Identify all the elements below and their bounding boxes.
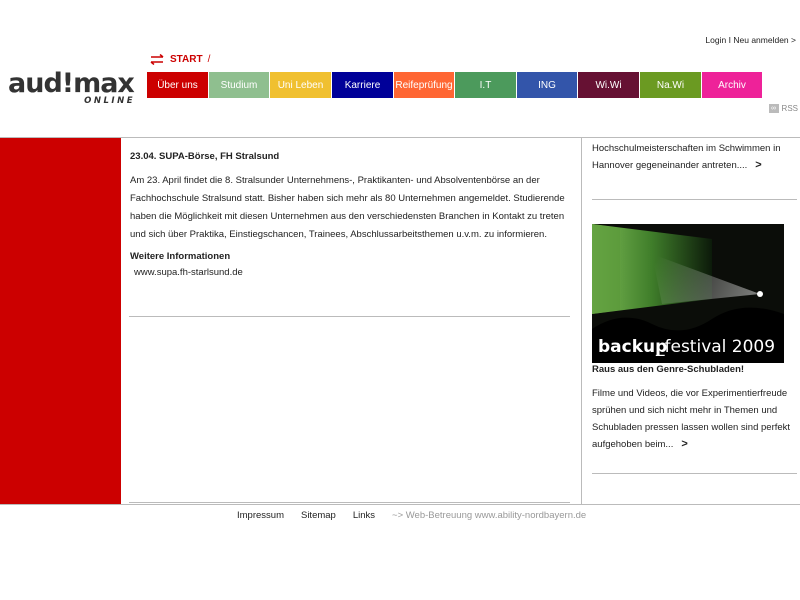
sidebar-text-body: Filme und Videos, die vor Experimentierfreude sprühen und sich nicht mehr in Themen und Schubladen pressen lassen wollen sind perfekt aufgehoben beim... bbox=[592, 388, 791, 450]
nav-item-ing[interactable] bbox=[517, 72, 578, 98]
register-arrow-icon: > bbox=[791, 35, 796, 45]
sidebar-divider bbox=[592, 199, 797, 200]
sidebar-text bbox=[592, 385, 796, 453]
article-title: 23.04. SUPA-Börse, FH Stralsund bbox=[130, 151, 280, 162]
nav-label: Karriere bbox=[344, 79, 381, 91]
festival-image[interactable] bbox=[592, 224, 784, 363]
more-info-link[interactable]: www.supa.fh-starlsund.de bbox=[134, 267, 243, 278]
more-arrow-icon[interactable]: > bbox=[681, 438, 688, 450]
nav-label: Archiv bbox=[718, 79, 746, 91]
nav-label: Reifeprüfung bbox=[395, 79, 453, 91]
nav-item-ueber-uns[interactable] bbox=[147, 72, 209, 98]
footer-sitemap-link[interactable]: Sitemap bbox=[300, 510, 336, 521]
sidebar-teaser bbox=[592, 140, 792, 174]
nav-item-studium[interactable] bbox=[209, 72, 270, 98]
festival-caption-1: backup bbox=[598, 337, 668, 357]
sidebar-heading[interactable]: Raus aus den Genre-Schubladen! bbox=[592, 364, 745, 375]
nav-label: ING bbox=[538, 79, 556, 91]
footer-webbetreuung-link[interactable]: ~> Web-Betreuung www.ability-nordbayern.de bbox=[392, 510, 587, 521]
festival-caption-2: _festival 2009 bbox=[656, 337, 776, 357]
content-bottom-divider bbox=[0, 504, 800, 505]
more-arrow-icon[interactable]: > bbox=[755, 159, 762, 171]
breadcrumb-start-link[interactable]: START bbox=[170, 53, 203, 65]
article-body: Am 23. April findet die 8. Stralsunder Unternehmens-, Praktikanten- und Absolventenbörse an der Fachhochschule Stralsund statt. Bisher haben sich mehr als 80 Unternehmen angemeldet. Studierende haben die Möglichkeit mit diesen Unternehmen aus den verschiedensten Branchen in Kontakt zu treten und sich über Praktika, Einstiegschancen, Trainees, Abschlussarbeitsthemen u.v.m. zu informieren. bbox=[130, 175, 565, 240]
footer bbox=[237, 510, 586, 521]
main-nav bbox=[147, 72, 763, 98]
nav-item-reifepruefung[interactable] bbox=[394, 72, 455, 98]
footer-links-link[interactable]: Links bbox=[352, 510, 376, 521]
left-red-bar bbox=[0, 138, 121, 504]
nav-label: Studium bbox=[220, 79, 258, 91]
nav-label: Na.Wi bbox=[656, 79, 685, 91]
rss-label: RSS bbox=[781, 104, 798, 113]
breadcrumb bbox=[150, 52, 210, 66]
login-separator: I bbox=[728, 35, 731, 45]
rss-link[interactable] bbox=[769, 104, 798, 113]
nav-label: I.T bbox=[479, 79, 492, 91]
nav-item-archiv[interactable] bbox=[702, 72, 763, 98]
breadcrumb-separator: / bbox=[207, 53, 211, 65]
nav-label: Über uns bbox=[157, 79, 198, 91]
login-area bbox=[705, 35, 796, 45]
more-info-heading: Weitere Informationen bbox=[130, 251, 231, 262]
logo-subline: ONLINE bbox=[84, 96, 135, 106]
festival-image-art bbox=[592, 224, 784, 363]
main-bottom-divider bbox=[129, 502, 570, 503]
article-divider bbox=[129, 316, 570, 317]
logo-wordmark: aud!max bbox=[8, 68, 134, 99]
register-link[interactable]: Neu anmelden bbox=[733, 35, 789, 45]
nav-label: Uni Leben bbox=[277, 79, 324, 91]
start-arrow-icon bbox=[150, 54, 165, 65]
login-link[interactable]: Login bbox=[705, 35, 727, 45]
site-logo[interactable] bbox=[8, 70, 138, 106]
rss-icon: ∞ bbox=[769, 104, 779, 113]
nav-item-nawi[interactable] bbox=[640, 72, 702, 98]
sidebar-teaser-text: Hochschulmeisterschaften im Schwimmen in Hannover gegeneinander antreten.... bbox=[592, 143, 781, 171]
nav-label: Wi.Wi bbox=[595, 79, 622, 91]
sidebar-bottom-divider bbox=[592, 473, 797, 474]
nav-item-wiwi[interactable] bbox=[578, 72, 640, 98]
footer-impressum-link[interactable]: Impressum bbox=[237, 510, 284, 521]
nav-item-uni-leben[interactable] bbox=[270, 72, 332, 98]
nav-item-karriere[interactable] bbox=[332, 72, 394, 98]
column-divider bbox=[581, 138, 582, 504]
nav-item-it[interactable] bbox=[455, 72, 517, 98]
